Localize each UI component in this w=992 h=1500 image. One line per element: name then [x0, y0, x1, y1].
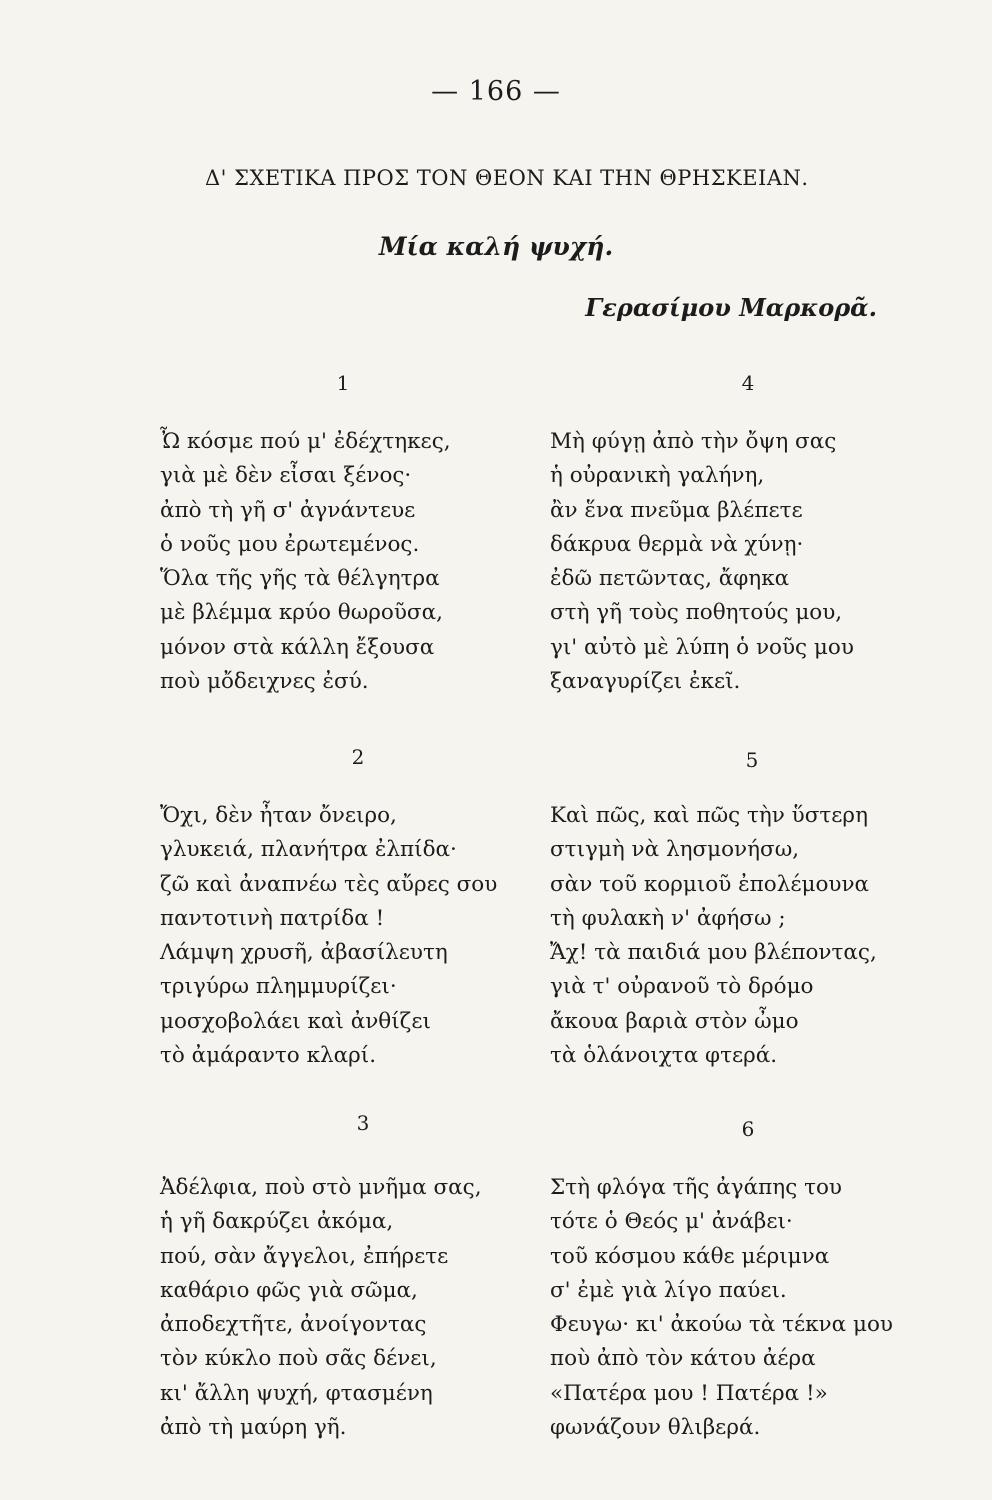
verse-line: τὸ ἀμάραντο κλαρί.: [160, 1043, 377, 1069]
stanza: [550, 799, 950, 1073]
verse-line: Μὴ φύγῃ ἀπὸ τὴν ὄψη σας: [550, 429, 837, 454]
verse-line: Ὄχι, δὲν ἦταν ὄνειρο,: [160, 803, 397, 828]
stanza-number: 2: [351, 745, 365, 769]
verse-line: στιγμὴ νὰ λησμονήσω,: [550, 837, 800, 863]
verse-line: γιὰ τ' οὐρανοῦ τὸ δρόμο: [550, 974, 814, 1000]
stanza-number: 3: [356, 1111, 370, 1135]
stanza-number: 1: [336, 371, 350, 395]
verse-line: ἀποδεχτῆτε, ἀνοίγοντας: [160, 1312, 427, 1338]
verse-line: σ' ἐμὲ γιὰ λίγο παύει.: [550, 1277, 787, 1303]
verse-line: γλυκειά, πλανήτρα ἐλπίδα·: [160, 837, 457, 863]
stanza: [550, 1171, 950, 1445]
poem-author: Γερασίμου Μαρκορᾶ.: [585, 293, 877, 322]
verse-line: μόνον στὰ κάλλη ἔξουσα: [160, 634, 435, 660]
verse-line: στὴ γῆ τοὺς ποθητούς μου,: [550, 600, 843, 626]
verse-line: «Πατέρα μου ! Πατέρα !»: [550, 1380, 828, 1406]
verse-line: τριγύρω πλημμυρίζει·: [160, 974, 397, 1000]
section-heading: Δ' ΣΧΕΤΙΚΑ ΠΡΟΣ ΤΟΝ ΘΕΟΝ ΚΑΙ ΤΗΝ ΘΡΗΣΚΕΙΑΝ.: [205, 166, 809, 190]
verse-line: Στὴ φλόγα τῆς ἀγάπης του: [550, 1175, 842, 1200]
verse-line: δάκρυα θερμὰ νὰ χύνῃ·: [550, 531, 804, 557]
verse-line: Λάμψη χρυσῆ, ἀβασίλευτη: [160, 940, 448, 966]
verse-line: Φευγω· κι' ἀκούω τὰ τέκνα μου: [550, 1312, 893, 1338]
verse-line: Ἀδέλφια, ποὺ στὸ μνῆμα σας,: [160, 1175, 482, 1200]
verse-line: ἡ γῆ δακρύζει ἀκόμα,: [160, 1209, 394, 1235]
verse-line: ξαναγυρίζει ἐκεῖ.: [550, 669, 741, 695]
verse-line: γιὰ μὲ δὲν εἶσαι ξένος·: [160, 463, 412, 489]
verse-line: Ὦ κόσμε πού μ' ἐδέχτηκες,: [160, 429, 451, 454]
stanza: [550, 425, 950, 699]
verse-line: ἀπὸ τὴ μαύρη γῆ.: [160, 1415, 347, 1441]
verse-line: πού, σὰν ἄγγελοι, ἐπήρετε: [160, 1243, 449, 1269]
stanza: [160, 425, 540, 699]
verse-line: τοῦ κόσμου κάθε μέριμνα: [550, 1243, 830, 1269]
verse-line: ὁ νοῦς μου ἐρωτεμένος.: [160, 531, 420, 557]
stanza: [160, 1171, 540, 1445]
verse-line: μοσχοβολάει καὶ ἀνθίζει: [160, 1008, 431, 1034]
verse-line: σὰν τοῦ κορμιοῦ ἐπολέμουνα: [550, 871, 870, 897]
poem-title: Μία καλή ψυχή.: [378, 232, 614, 261]
verse-line: Ὅλα τῆς γῆς τὰ θέλγητρα: [160, 566, 440, 592]
verse-line: ἐδῶ πετῶντας, ἄφηκα: [550, 566, 790, 592]
verse-line: παντοτινὴ πατρίδα !: [160, 905, 385, 931]
stanza-number: 5: [745, 748, 759, 772]
verse-line: ζῶ καὶ ἀναπνέω τὲς αὔρες σου: [160, 871, 498, 897]
verse-line: ἂν ἕνα πνεῦμα βλέπετε: [550, 497, 803, 523]
verse-line: Καὶ πῶς, καὶ πῶς τὴν ὕστερη: [550, 803, 868, 828]
verse-line: ἄκουα βαριὰ στὸν ὦμο: [550, 1008, 799, 1034]
verse-line: ποὺ ἀπὸ τὸν κάτου ἀέρα: [550, 1346, 816, 1372]
verse-line: τὰ ὁλάνοιχτα φτερά.: [550, 1043, 778, 1069]
verse-line: μὲ βλέμμα κρύο θωροῦσα,: [160, 600, 443, 626]
stanza-number: 4: [741, 371, 755, 395]
verse-line: καθάριο φῶς γιὰ σῶμα,: [160, 1277, 418, 1303]
verse-line: ποὺ μὄδειχνες ἐσύ.: [160, 669, 369, 695]
stanza-number: 6: [741, 1117, 755, 1141]
verse-line: ἀπὸ τὴ γῆ σ' ἀγνάντευε: [160, 497, 416, 523]
verse-line: γι' αὐτὸ μὲ λύπη ὁ νοῦς μου: [550, 634, 854, 660]
verse-line: κι' ἄλλη ψυχή, φτασμένη: [160, 1380, 433, 1406]
verse-line: φωνάζουν θλιβερά.: [550, 1415, 761, 1441]
stanza: [160, 799, 540, 1073]
verse-line: τὴ φυλακὴ ν' ἀφήσω ;: [550, 905, 786, 931]
verse-line: Ἄχ! τὰ παιδιά μου βλέποντας,: [550, 940, 877, 966]
verse-line: τότε ὁ Θεός μ' ἀνάβει·: [550, 1209, 793, 1235]
page-number: — 166 —: [431, 76, 561, 107]
verse-line: τὸν κύκλο ποὺ σᾶς δένει,: [160, 1346, 437, 1372]
verse-line: ἡ οὐρανικὴ γαλήνη,: [550, 463, 765, 489]
